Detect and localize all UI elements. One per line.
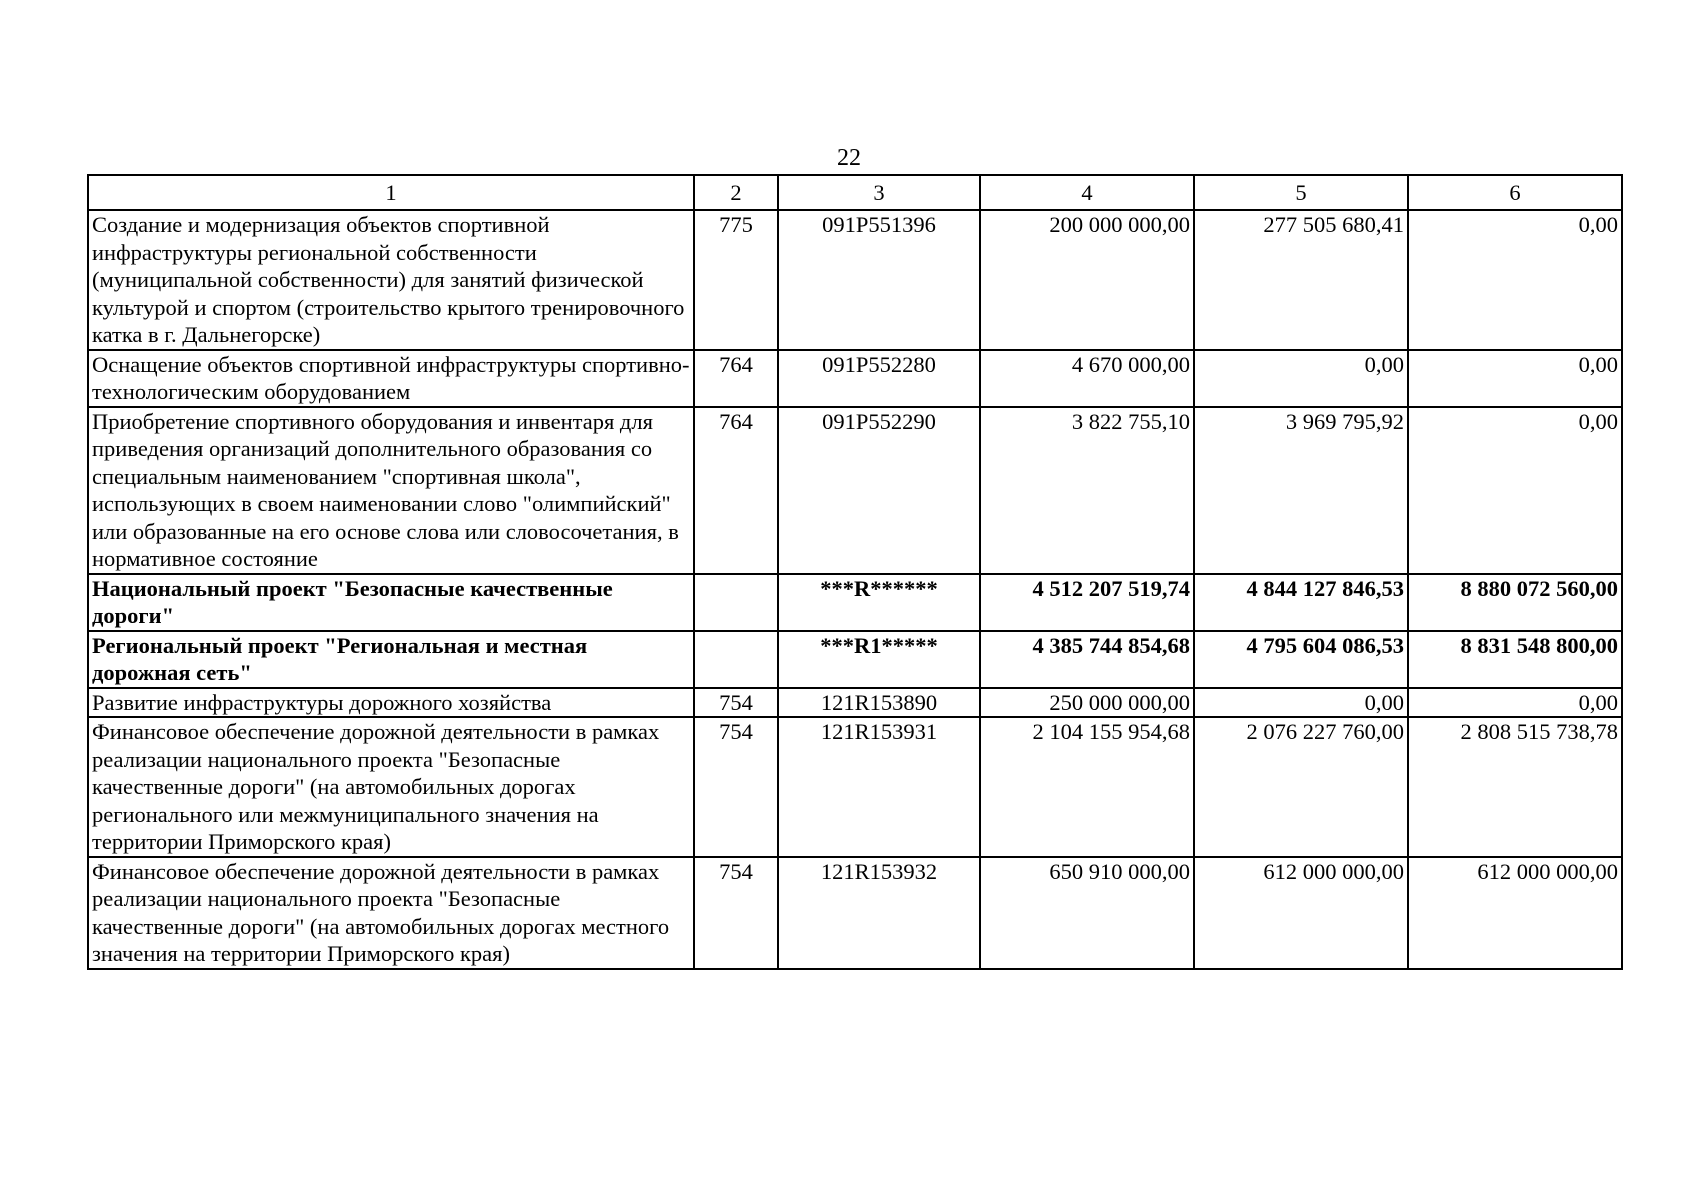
row-amount-col-6: 2 808 515 738,78 [1408,717,1622,857]
row-target-article-cell: 121R153931 [778,717,980,857]
row-amount-col-5: 612 000 000,00 [1194,857,1408,969]
header-cell-col-4: 4 [980,175,1194,210]
row-name-cell: Региональный проект "Региональная и местная дорожная сеть" [88,631,694,688]
row-target-article-cell: 091P551396 [778,210,980,350]
row-name-cell: Финансовое обеспечение дорожной деятельности в рамках реализации национального проекта "Безопасные качественные дороги" (на автомобильных дорогах регионального или межмуниципального значения на территории Приморского края) [88,717,694,857]
row-amount-col-5: 277 505 680,41 [1194,210,1408,350]
row-name-cell: Создание и модернизация объектов спортивной инфраструктуры региональной собственности (муниципальной собственности) для занятий физической культурой и спортом (строительство крытого тренировочного катка в г. Дальнегорске) [88,210,694,350]
table-row [88,857,1622,969]
table-row [88,717,1622,857]
row-amount-col-5: 0,00 [1194,350,1408,407]
row-amount-col-4: 4 512 207 519,74 [980,574,1194,631]
row-target-article-cell: 091P552280 [778,350,980,407]
row-amount-col-5: 4 844 127 846,53 [1194,574,1408,631]
header-cell-col-2: 2 [694,175,778,210]
row-name-cell: Национальный проект "Безопасные качественные дороги" [88,574,694,631]
row-amount-col-6: 0,00 [1408,350,1622,407]
row-amount-col-5: 4 795 604 086,53 [1194,631,1408,688]
row-amount-col-4: 4 670 000,00 [980,350,1194,407]
row-amount-col-5: 3 969 795,92 [1194,407,1408,574]
row-target-article-cell: 121R153932 [778,857,980,969]
row-amount-col-4: 650 910 000,00 [980,857,1194,969]
row-name-cell: Оснащение объектов спортивной инфраструктуры спортивно-технологическим оборудованием [88,350,694,407]
budget-table [87,174,1623,970]
header-cell-col-5: 5 [1194,175,1408,210]
row-department-code-cell: 775 [694,210,778,350]
row-amount-col-4: 250 000 000,00 [980,688,1194,718]
row-department-code-cell [694,631,778,688]
row-department-code-cell: 764 [694,350,778,407]
page-number: 22 [837,145,861,171]
row-department-code-cell: 754 [694,857,778,969]
row-amount-col-5: 0,00 [1194,688,1408,718]
row-target-article-cell: 121R153890 [778,688,980,718]
header-cell-col-3: 3 [778,175,980,210]
row-department-code-cell: 754 [694,688,778,718]
header-cell-col-1: 1 [88,175,694,210]
row-amount-col-5: 2 076 227 760,00 [1194,717,1408,857]
row-amount-col-4: 3 822 755,10 [980,407,1194,574]
row-amount-col-6: 0,00 [1408,210,1622,350]
row-department-code-cell [694,574,778,631]
table-row-regional-project [88,631,1622,688]
table-row [88,350,1622,407]
row-amount-col-4: 2 104 155 954,68 [980,717,1194,857]
table-row-national-project [88,574,1622,631]
row-amount-col-6: 8 880 072 560,00 [1408,574,1622,631]
row-target-article-cell: 091P552290 [778,407,980,574]
row-department-code-cell: 764 [694,407,778,574]
row-department-code-cell: 754 [694,717,778,857]
table-row [88,688,1622,718]
table-row [88,407,1622,574]
table-row [88,210,1622,350]
row-name-cell: Приобретение спортивного оборудования и инвентаря для приведения организаций дополнительного образования со специальным наименованием "спортивная школа", использующих в своем наименовании слово "олимпийский" или образованные на его основе слова или словосочетания, в нормативное состояние [88,407,694,574]
row-target-article-cell: ***R1***** [778,631,980,688]
row-amount-col-6: 612 000 000,00 [1408,857,1622,969]
row-amount-col-6: 0,00 [1408,688,1622,718]
row-amount-col-4: 200 000 000,00 [980,210,1194,350]
row-amount-col-4: 4 385 744 854,68 [980,631,1194,688]
row-name-cell: Развитие инфраструктуры дорожного хозяйства [88,688,694,718]
row-amount-col-6: 0,00 [1408,407,1622,574]
row-amount-col-6: 8 831 548 800,00 [1408,631,1622,688]
row-name-cell: Финансовое обеспечение дорожной деятельности в рамках реализации национального проекта "Безопасные качественные дороги" (на автомобильных дорогах местного значения на территории Приморского края) [88,857,694,969]
row-target-article-cell: ***R****** [778,574,980,631]
header-row [88,175,1622,210]
header-cell-col-6: 6 [1408,175,1622,210]
